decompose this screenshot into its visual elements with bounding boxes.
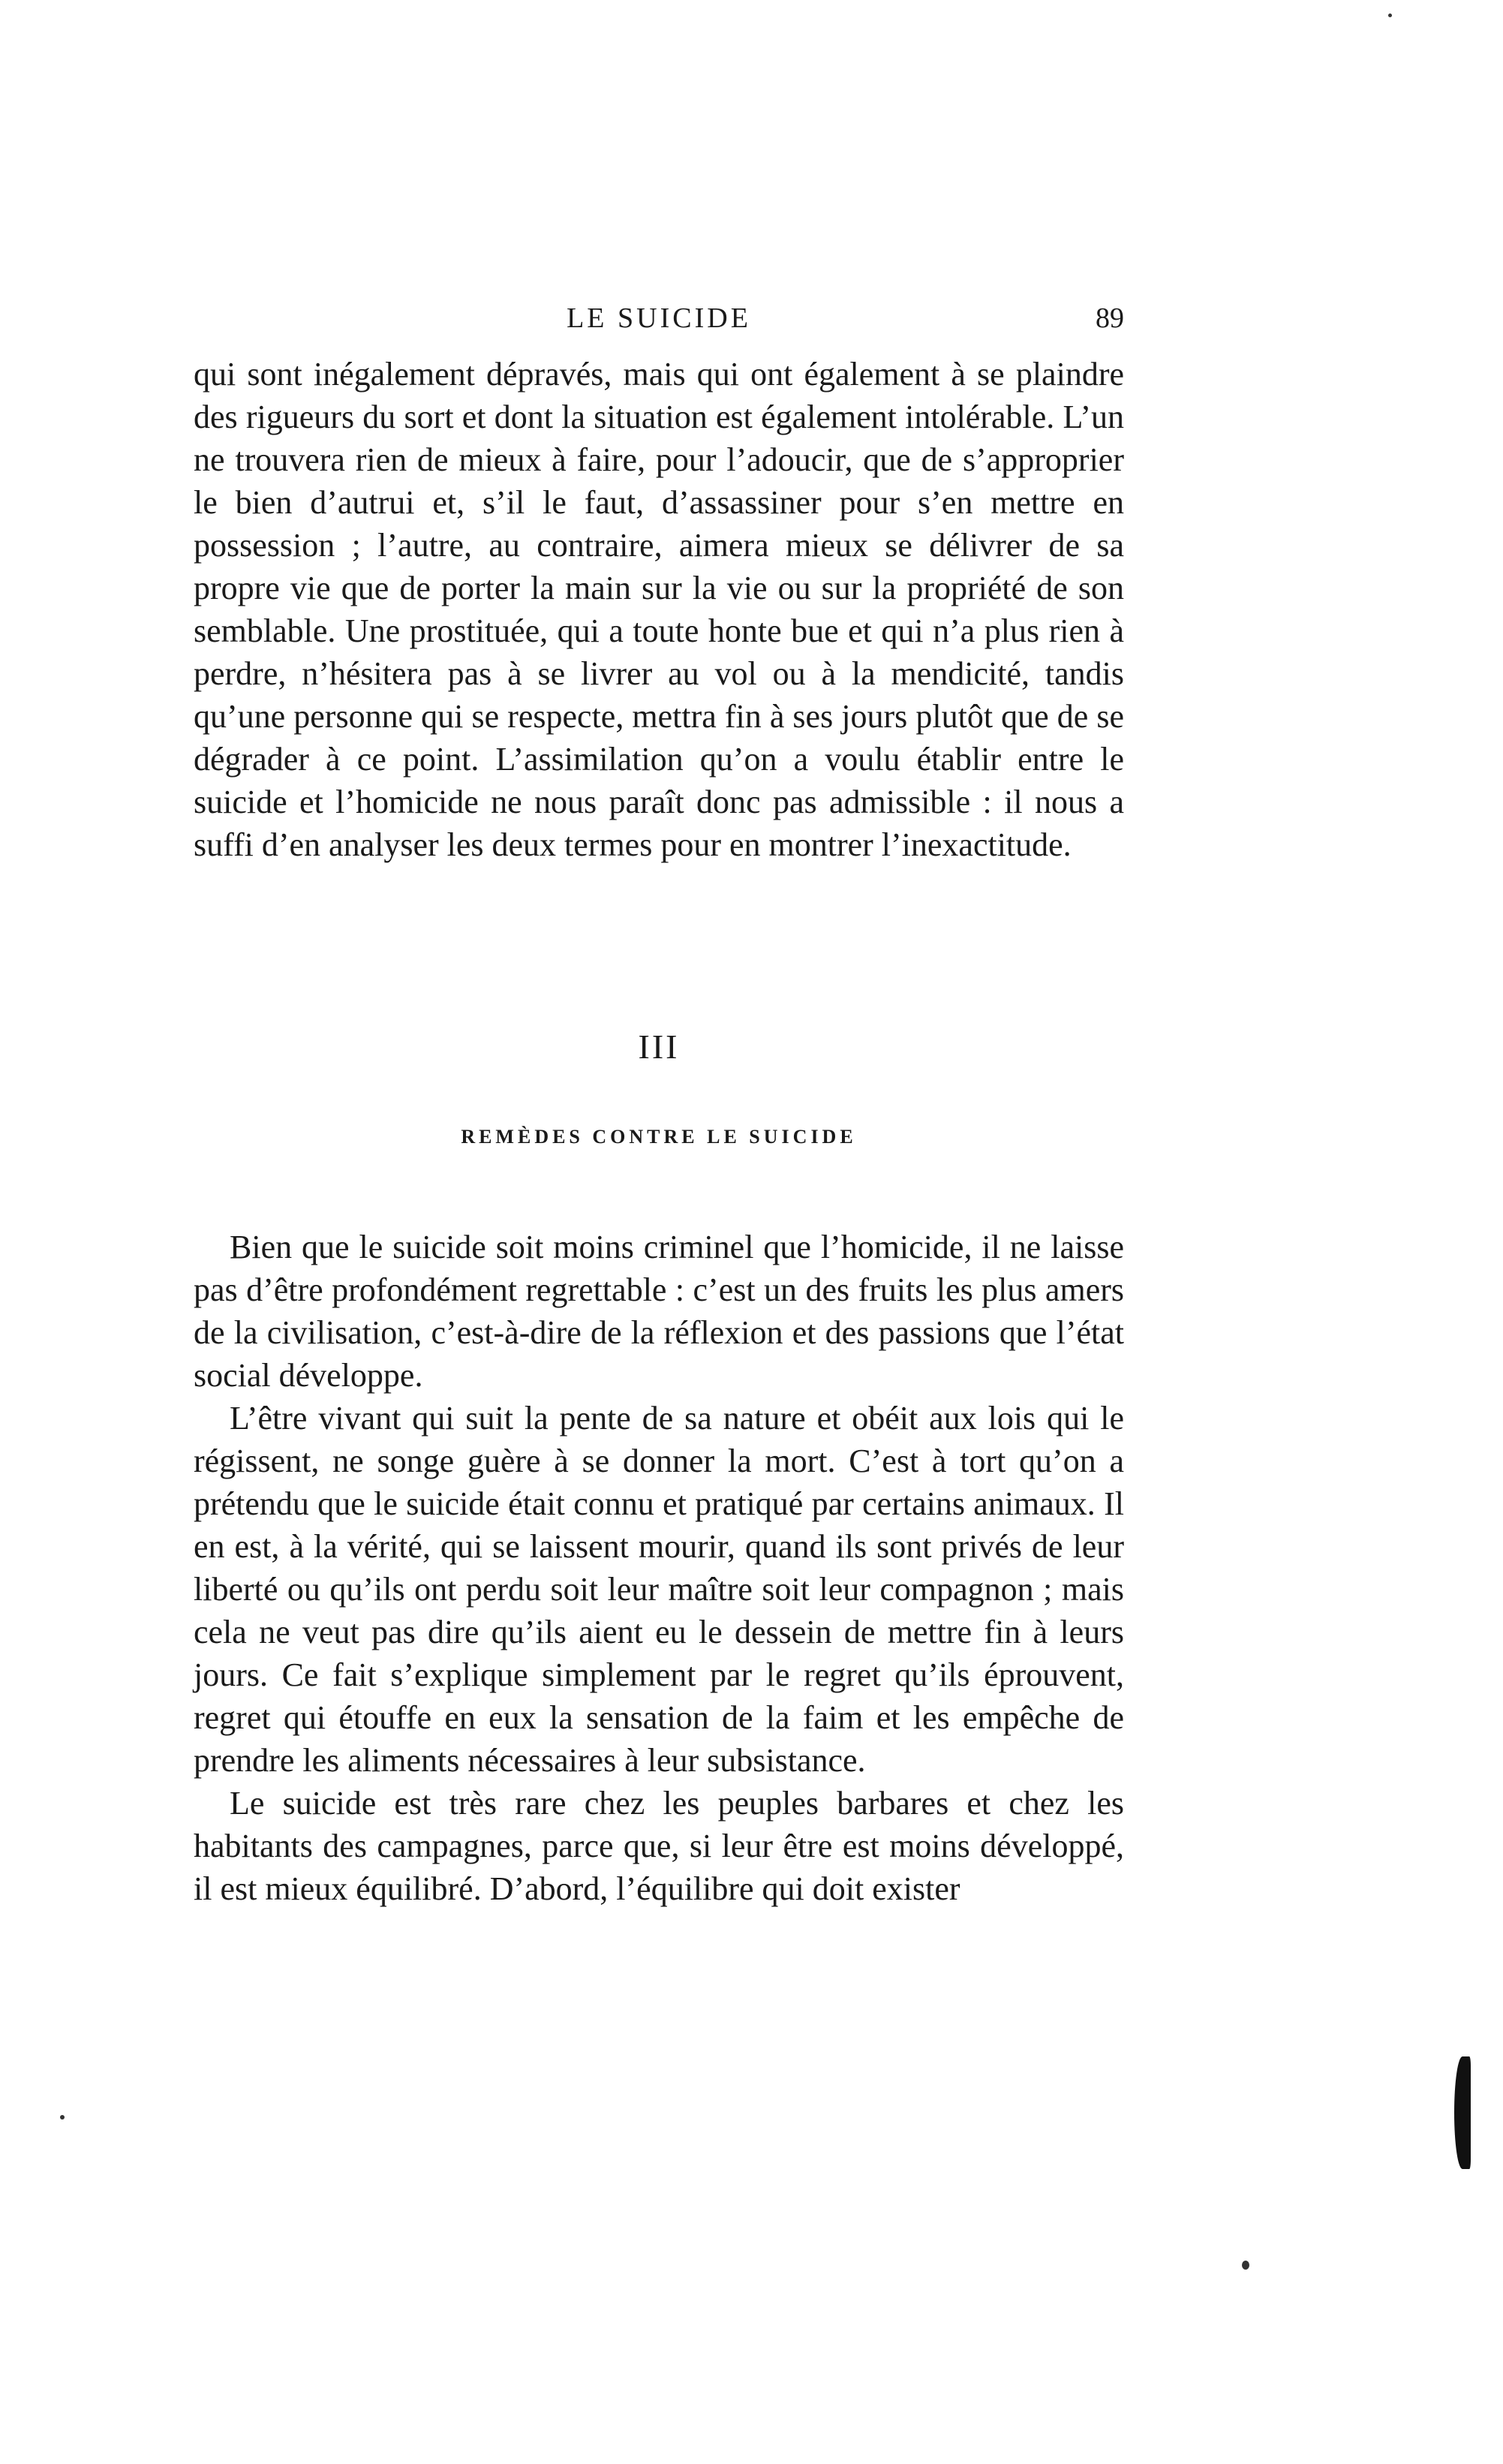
continued-paragraph-block: [194, 353, 1124, 866]
body-paragraph: L’être vivant qui suit la pente de sa nature et obéit aux lois qui le régissent, ne songe guère à se donner la mort. C’est à tort qu’on a prétendu que le suicide était connu et pratiqué par certains animaux. Il en est, à la vérité, qui se laissent mourir, quand ils sont privés de leur liberté ou qu’ils ont perdu soit leur maître soit leur compagnon ; mais cela ne veut pas dire qu’ils aient eu le dessein de mettre fin à leurs jours. Ce fait s’explique simplement par le regret qu’ils éprouvent, regret qui étouffe en eux la sensation de la faim et les empêche de prendre les aliments nécessaires à leur subsistance.: [194, 1400, 1124, 1779]
section-number: III: [638, 1027, 680, 1066]
ink-speck: [1242, 2261, 1249, 2270]
ink-speck: [1388, 14, 1392, 17]
running-title: LE SUICIDE: [567, 302, 751, 334]
ink-blot-mark: [1454, 2056, 1471, 2169]
body-paragraph: Le suicide est très rare chez les peuples barbares et chez les habitants des campagnes, parce que, si leur être est moins développé, il est mieux équilibré. D’abord, l’équilibre qui doit exister: [194, 1785, 1124, 1907]
body-paragraph: Bien que le suicide soit moins criminel que l’homicide, il ne laisse pas d’être profondément regrettable : c’est un des fruits les plus amers de la civilisation, c’est-à-dire de la réflexion et des passions que l’état social développe.: [194, 1229, 1124, 1394]
ink-speck: [60, 2115, 65, 2120]
section-title: REMÈDES CONTRE LE SUICIDE: [461, 1126, 857, 1148]
section-body: [194, 1226, 1124, 1910]
running-head: [194, 302, 1124, 347]
page-number: 89: [1096, 302, 1124, 334]
continued-paragraph: qui sont inégalement dépravés, mais qui ont également à se plaindre des rigueurs du sort et dont la situation est également intolérable. L’un ne trouvera rien de mieux à faire, pour l’adoucir, que de s’approprier le bien d’autrui et, s’il le faut, d’assassiner pour s’en mettre en possession ; l’autre, au contraire, aimera mieux se délivrer de sa propre vie que de porter la main sur la vie ou sur la propriété de son semblable. Une prostituée, qui a toute honte bue et qui n’a plus rien à perdre, n’hésitera pas à se livrer au vol ou à la mendicité, tandis qu’une personne qui se respecte, mettra fin à ses jours plutôt que de se dégrader à ce point. L’assimilation qu’on a voulu établir entre le suicide et l’homicide ne nous paraît donc pas admissible : il nous a suffi d’en analyser les deux termes pour en montrer l’inexactitude.: [194, 356, 1124, 863]
